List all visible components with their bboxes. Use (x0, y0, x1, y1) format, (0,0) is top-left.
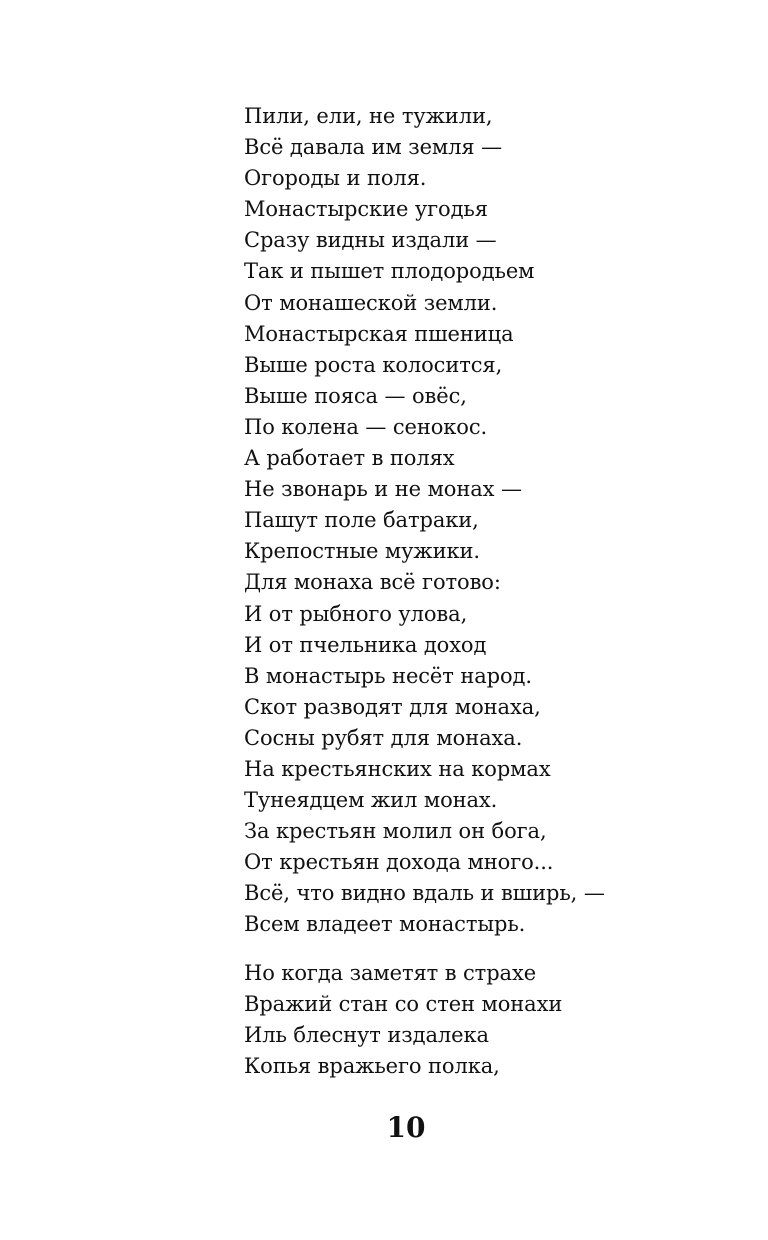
poem-line: И от пчельника доход (244, 632, 487, 657)
poem-line: Всё, что видно вдаль и вширь, — (244, 881, 605, 906)
poem-line: В монастырь несёт народ. (244, 663, 532, 688)
poem-text (244, 101, 744, 1082)
poem-line: Всё давала им земля — (244, 135, 503, 160)
poem-line: Сразу видны издали — (244, 228, 497, 253)
poem-line: Не звонарь и не монах — (244, 477, 522, 502)
poem-line: Выше пояса — овёс, (244, 383, 467, 408)
poem-line: От монашеской земли. (244, 290, 498, 315)
poem-line: Огороды и поля. (244, 166, 427, 191)
poem-line: На крестьянских на кормах (244, 756, 551, 781)
poem-line: Пашут поле батраки, (244, 508, 479, 533)
poem-line: А работает в полях (244, 446, 455, 471)
poem-line: Всем владеет монастырь. (244, 912, 526, 937)
poem-line: Выше роста колосится, (244, 352, 503, 377)
poem-line: Копья вражьего полка, (244, 1053, 500, 1078)
poem-line: Скот разводят для монаха, (244, 694, 541, 719)
poem-line: Иль блеснут издалека (244, 1022, 489, 1047)
poem-line: Тунеядцем жил монах. (244, 788, 498, 813)
poem-line: Для монаха всё готово: (244, 570, 501, 595)
page-number: 10 (386, 1111, 426, 1144)
poem-line: Но когда заметят в страхе (244, 960, 537, 985)
poem-line: Крепостные мужики. (244, 539, 480, 564)
poem-line: Пили, ели, не тужили, (244, 104, 493, 128)
poem-line: По колена — сенокос. (244, 414, 488, 439)
poem-line: И от рыбного улова, (244, 601, 468, 626)
poem-line: Вражий стан со стен монахи (244, 991, 563, 1016)
poem-line: Монастырская пшеница (244, 321, 514, 346)
poem-line: Монастырские угодья (244, 197, 488, 222)
stanza-2 (244, 958, 744, 1082)
poem-line: От крестьян дохода много... (244, 850, 554, 875)
poem-line: За крестьян молил он бога, (244, 819, 547, 844)
poem-line: Сосны рубят для монаха. (244, 725, 523, 750)
stanza-1 (244, 101, 744, 941)
poem-line: Так и пышет плодородьем (244, 259, 535, 284)
